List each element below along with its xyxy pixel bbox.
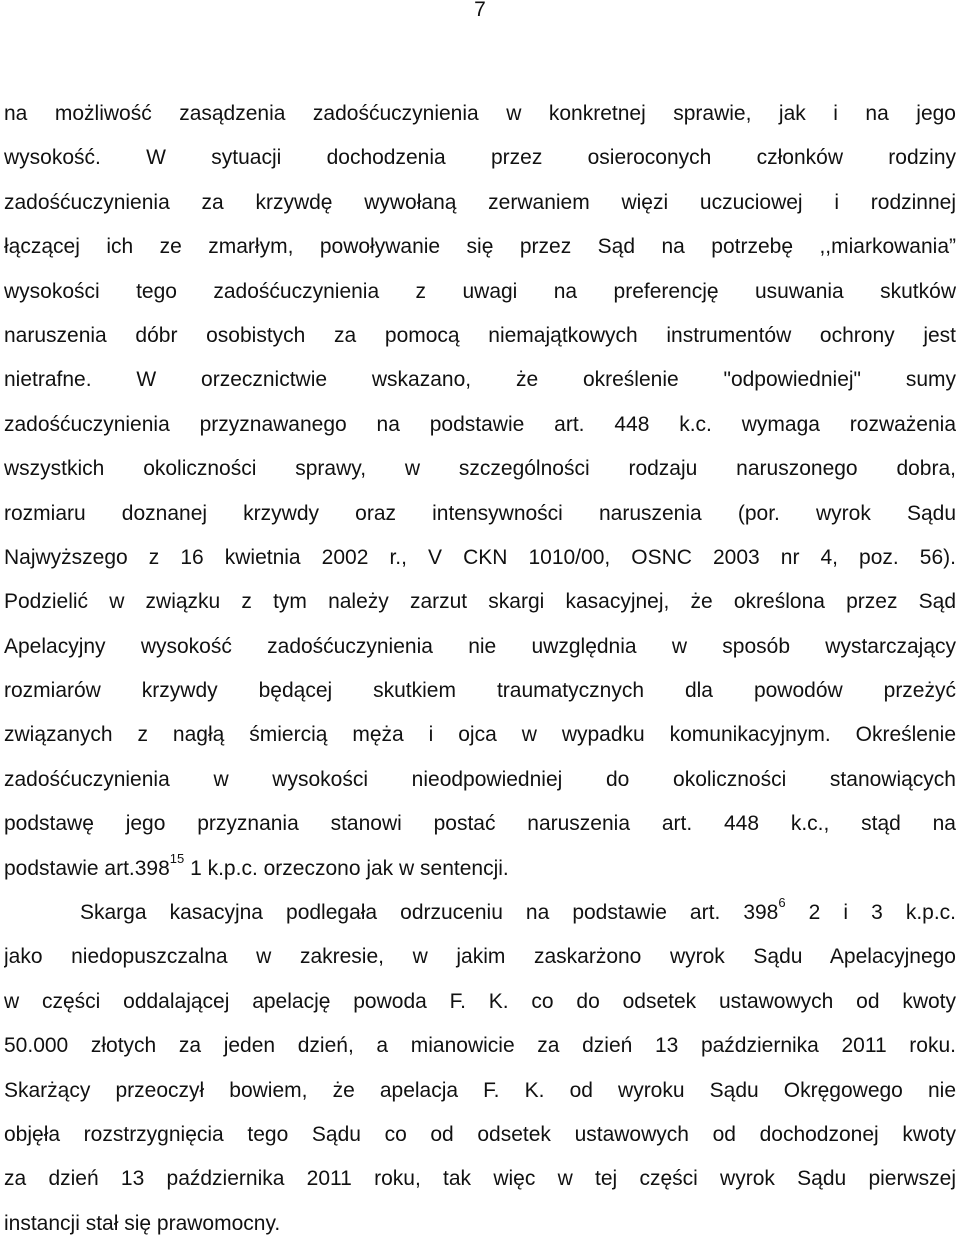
text-line: w części oddalającej apelację powoda F. K. co do odsetek ustawowych od kwoty <box>4 989 956 1013</box>
superscript: 15 <box>169 850 185 866</box>
text-line: Skarżący przeoczył bowiem, że apelacja F. K. od wyroku Sądu Okręgowego nie <box>4 1078 956 1102</box>
text-line: objęła rozstrzygnięcia tego Sądu co od odsetek ustawowych od dochodzonej kwoty <box>4 1122 956 1146</box>
paragraph-end-line <box>4 847 956 891</box>
text-line: wszystkich okoliczności sprawy, w szczególności rodzaju naruszonego dobra, <box>4 457 956 481</box>
text-line: Najwyższego z 16 kwietnia 2002 r., V CKN 1010/00, OSNC 2003 nr 4, poz. 56). <box>4 545 956 569</box>
text-line: instancji stał się prawomocny. <box>4 1211 281 1235</box>
text-line: wysokość. W sytuacji dochodzenia przez osieroconych członków rodziny <box>4 146 956 170</box>
text-line: za dzień 13 października 2011 roku, tak więc w tej części wyrok Sądu pierwszej <box>4 1167 956 1191</box>
text-line: łączącej ich ze zmarłym, powoływanie się przez Sąd na potrzebę ,,miarkowania” <box>4 235 956 259</box>
paragraph-start-line <box>4 891 956 935</box>
text-line: Apelacyjny wysokość zadośćuczynienia nie uwzględnia w sposób wystarczający <box>4 634 956 658</box>
text-line: jako niedopuszczalna w zakresie, w jakim zaskarżono wyrok Sądu Apelacyjnego <box>4 945 956 969</box>
body-text <box>4 92 956 1246</box>
text-line: zadośćuczynienia w wysokości nieodpowiedniej do okoliczności stanowiących <box>4 767 956 791</box>
text-line: podstawę jego przyznania stanowi postać naruszenia art. 448 k.c., stąd na <box>4 812 956 836</box>
text-line: Podzielić w związku z tym należy zarzut skargi kasacyjnej, że określona przez Sąd <box>4 590 956 614</box>
text-line: naruszenia dóbr osobistych za pomocą niemajątkowych instrumentów ochrony jest <box>4 323 956 347</box>
superscript: 6 <box>778 895 786 911</box>
text-line: 50.000 złotych za jeden dzień, a mianowicie za dzień 13 października 2011 roku. <box>4 1034 956 1058</box>
line-text: Skarga kasacyjna podlegała odrzuceniu na podstawie art. 398 <box>80 901 779 925</box>
text-line: związanych z nagłą śmiercią męża i ojca w wypadku komunikacyjnym. Określenie <box>4 723 956 747</box>
text-line: rozmiaru doznanej krzywdy oraz intensywności naruszenia (por. wyrok Sądu <box>4 501 956 525</box>
text-line: na możliwość zasądzenia zadośćuczynienia w konkretnej sprawie, jak i na jego <box>4 102 956 125</box>
line-text: podstawie art.398 <box>4 856 170 880</box>
line-text: 2 i 3 k.p.c. <box>785 901 956 925</box>
page-number: 7 <box>474 0 486 21</box>
line-text: 1 k.p.c. orzeczono jak w sentencji. <box>184 856 509 880</box>
text-line: nietrafne. W orzecznictwie wskazano, że określenie "odpowiedniej" sumy <box>4 368 956 392</box>
text-line: zadośćuczynienia przyznawanego na podstawie art. 448 k.c. wymaga rozważenia <box>4 412 956 436</box>
text-line: rozmiarów krzywdy będącej skutkiem traumatycznych dla powodów przeżyć <box>4 679 956 703</box>
text-line: zadośćuczynienia za krzywdę wywołaną zerwaniem więzi uczuciowej i rodzinnej <box>4 190 956 214</box>
text-line: wysokości tego zadośćuczynienia z uwagi na preferencję usuwania skutków <box>4 279 956 303</box>
